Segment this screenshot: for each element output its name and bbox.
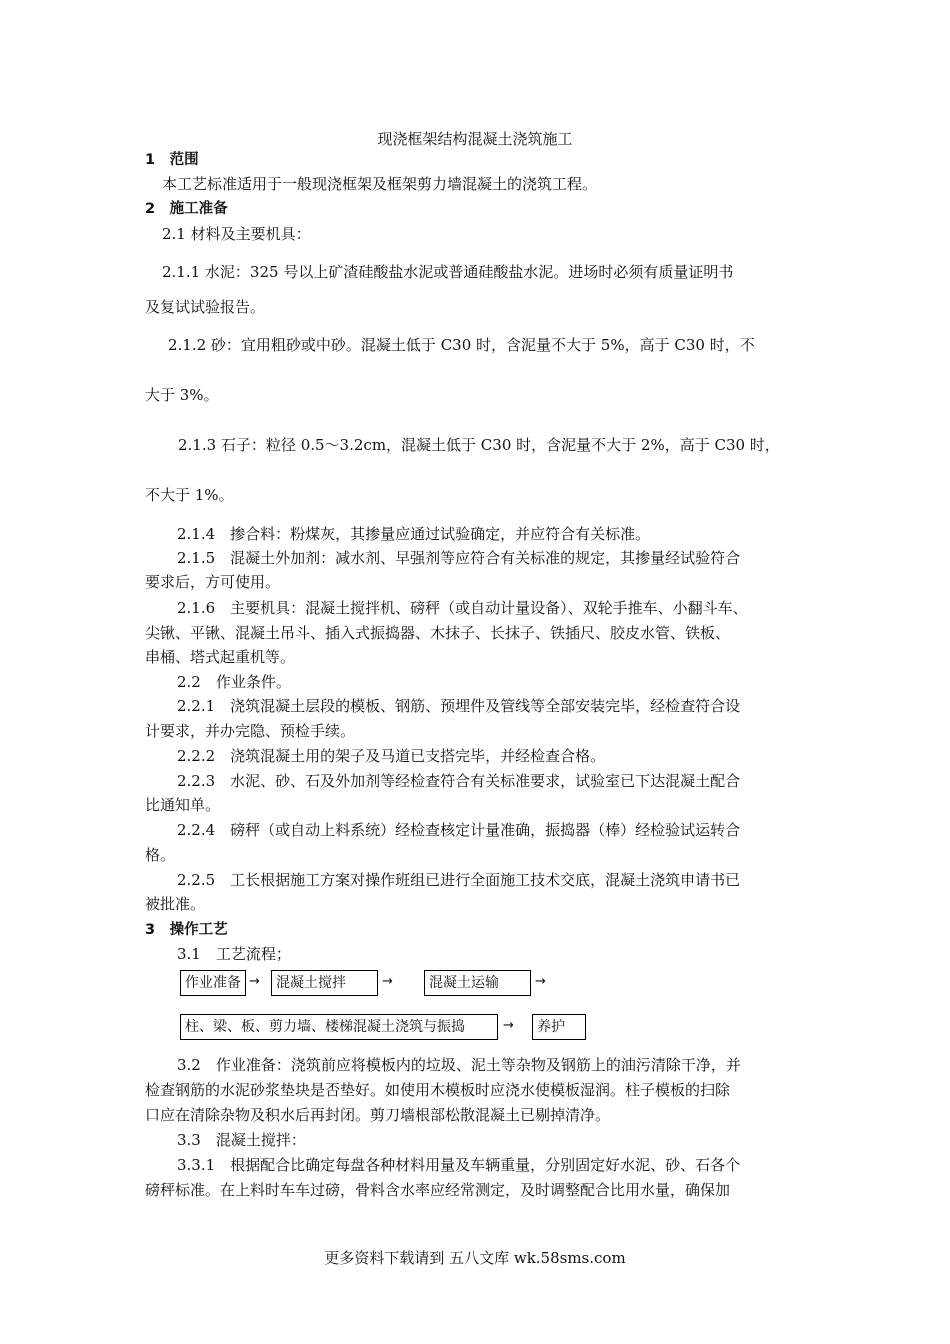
document-title: 现浇框架结构混凝土浇筑施工 (377, 130, 573, 148)
flow-arrow-icon: → (503, 1018, 514, 1033)
paragraph-line: 2.1.2 砂：宜用粗砂或中砂。混凝土低于 C30 时，含泥量不大于 5%，高于 C30 时，不 (168, 336, 755, 354)
paragraph-line: 本工艺标准适用于一般现浇框架及框架剪力墙混凝土的浇筑工程。 (162, 175, 598, 193)
paragraph-line: 2.2.2 浇筑混凝土用的架子及马道已支搭完毕，并经检查合格。 (177, 747, 606, 765)
paragraph-line: 3.1 工艺流程； (177, 945, 291, 963)
paragraph-line: 口应在清除杂物及积水后再封闭。剪刀墙根部松散混凝土已剔掉清净。 (145, 1106, 611, 1124)
flow-step: 混凝土搅拌 (271, 970, 378, 996)
section-heading: 1 范围 (145, 152, 199, 168)
paragraph-line: 计要求，并办完隐、预检手续。 (145, 722, 356, 740)
section-heading: 2 施工准备 (145, 201, 228, 217)
flow-step: 混凝土运输 (424, 970, 531, 996)
paragraph-line: 2.1 材料及主要机具： (162, 225, 311, 243)
paragraph-line: 2.1.5 混凝土外加剂：减水剂、早强剂等应符合有关标准的规定，其掺量经试验符合 (177, 549, 741, 567)
paragraph-line: 2.2 作业条件。 (177, 673, 291, 691)
paragraph-line: 尖锹、平锹、混凝土吊斗、插入式振捣器、木抹子、长抹子、铁插尺、胶皮水管、铁板、 (145, 624, 731, 642)
paragraph-line: 2.2.5 工长根据施工方案对操作班组已进行全面施工技术交底，混凝土浇筑申请书已 (177, 871, 741, 889)
paragraph-line: 3.2 作业准备：浇筑前应将模板内的垃圾、泥土等杂物及钢筋上的油污清除干净，并 (177, 1056, 741, 1074)
flow-arrow-icon: → (535, 974, 546, 989)
paragraph-line: 检查钢筋的水泥砂浆垫块是否垫好。如使用木模板时应浇水使模板湿润。柱子模板的扫除 (145, 1081, 731, 1099)
flow-arrow-icon: → (249, 974, 260, 989)
paragraph-line: 串桶、塔式起重机等。 (145, 648, 296, 666)
flow-arrow-icon: → (382, 974, 393, 989)
paragraph-line: 2.2.3 水泥、砂、石及外加剂等经检查符合有关标准要求，试验室已下达混凝土配合 (177, 772, 741, 790)
paragraph-line: 3.3.1 根据配合比确定每盘各种材料用量及车辆重量，分别固定好水泥、砂、石各个 (177, 1156, 741, 1174)
paragraph-line: 大于 3%。 (145, 386, 219, 404)
paragraph-line: 格。 (145, 846, 176, 864)
paragraph-line: 2.2.4 磅秤（或自动上料系统）经检查核定计量准确，振捣器（棒）经检验试运转合 (177, 821, 741, 839)
paragraph-line: 2.1.4 掺合料：粉煤灰，其掺量应通过试验确定，并应符合有关标准。 (177, 525, 651, 543)
paragraph-line: 及复试试验报告。 (145, 298, 266, 316)
paragraph-line: 2.1.6 主要机具：混凝土搅拌机、磅秤（或自动计量设备）、双轮手推车、小翻斗车、 (177, 599, 748, 617)
paragraph-line: 2.1.1 水泥：325 号以上矿渣硅酸盐水泥或普通硅酸盐水泥。进场时必须有质量证明书 (162, 263, 734, 281)
paragraph-line: 要求后，方可使用。 (145, 573, 281, 591)
flow-step: 柱、梁、板、剪力墙、楼梯混凝土浇筑与振捣 (180, 1014, 498, 1040)
paragraph-line: 2.2.1 浇筑混凝土层段的模板、钢筋、预埋件及管线等全部安装完毕，经检查符合设 (177, 697, 741, 715)
section-heading: 3 操作工艺 (145, 922, 228, 938)
paragraph-line: 磅秤标准。在上料时车车过磅，骨料含水率应经常测定，及时调整配合比用水量，确保加 (145, 1181, 731, 1199)
footer-text: 更多资料下载请到 五八文库 wk.58sms.com (324, 1249, 626, 1267)
paragraph-line: 不大于 1%。 (145, 486, 234, 504)
paragraph-line: 2.1.3 石子：粒径 0.5～3.2cm，混凝土低于 C30 时，含泥量不大于 2%，高于 C30 时， (178, 436, 780, 454)
paragraph-line: 被批准。 (145, 895, 206, 913)
paragraph-line: 比通知单。 (145, 796, 221, 814)
flow-step: 养护 (532, 1014, 586, 1040)
paragraph-line: 3.3 混凝土搅拌： (177, 1131, 306, 1149)
flow-step: 作业准备 (180, 970, 246, 996)
